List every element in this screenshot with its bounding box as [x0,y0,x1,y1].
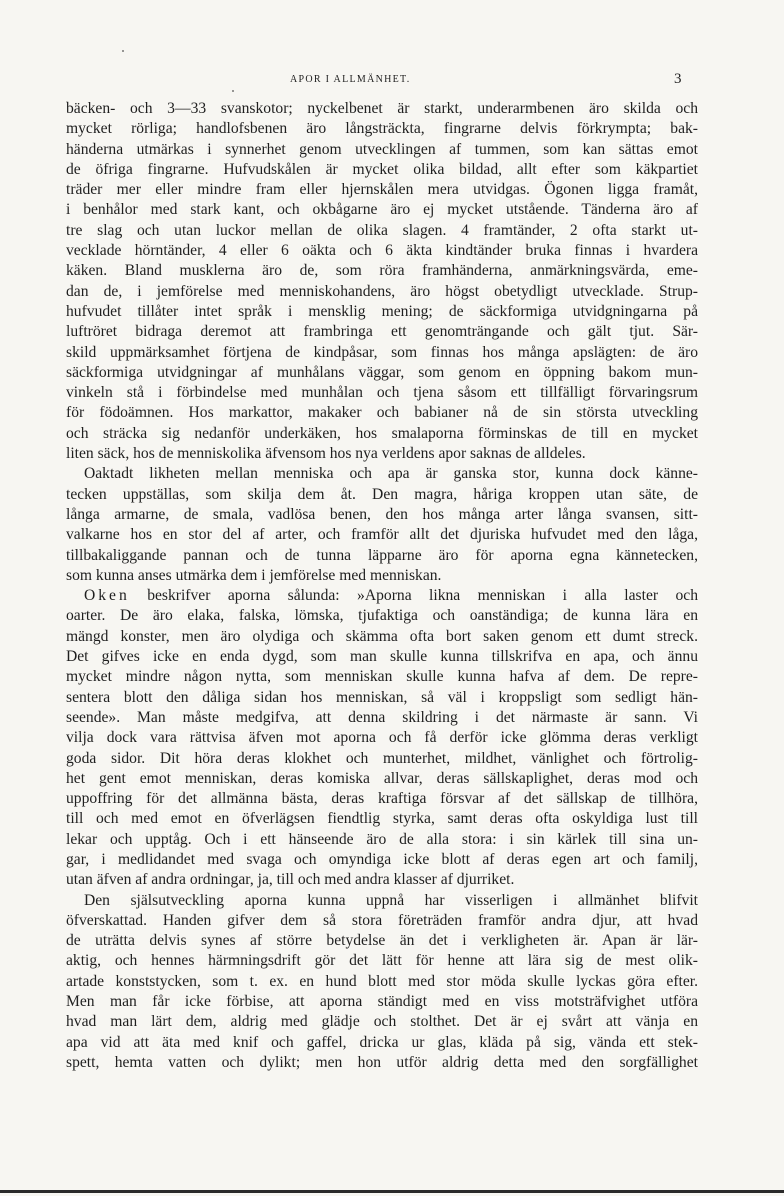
text-line: sentera blott den dåliga sidan hos menniskan, så väl i kroppsligt som sedligt hän- [66,688,698,706]
text-line: luftröret bidraga deremot att frambringa ett genomträngande och gält tjut. Sär- [66,323,698,341]
text-line: Den själsutveckling aporna kunna uppnå har visserligen i allmänhet blifvit [84,891,698,909]
text-line: bäcken- och 3—33 svanskotor; nyckelbenet är starkt, underarmbenen äro skilda och [66,100,698,117]
text-line: uppoffring för det allmänna bästa, deras kraftiga försvar af det sällskap de tillhöra, [66,790,698,808]
text-line: artade konststycken, som t. ex. en hund blott med stor möda skulle lyckas göra efter. [66,972,698,990]
text-line: Men man får icke förbise, att aporna ständigt med en viss motsträfvighet utföra [66,993,698,1011]
text-line: apa vid att äta med knif och gaffel, dricka ur glas, kläda på sig, vända ett stek- [66,1033,698,1051]
text-line: till och med emot en öfverlägsen fiendtlig styrka, samt deras ofta oskyldiga lust till [66,810,698,828]
text-line: Det gifves icke en enda dygd, som man skulle kunna tillskrifva en apa, och ännu [66,648,698,666]
text-line: de öfriga fingrarne. Hufvudskålen är mycket olika bildad, allt efter som käkpartiet [66,160,698,178]
text-line: mängd konster, men äro olydiga och skämma ofta bort saken genom ett dumt streck. [66,627,698,645]
text-line: hvad man lärt dem, aldrig med glädje och stolthet. Det är ej svårt att vänja en [66,1013,698,1031]
paragraph-4 [66,891,698,1074]
text-line: säckformiga utvidgningar af munhålans väggar, som genom en öppning bakom mun- [66,363,698,381]
text-line-rest: beskrifver aporna sålunda: »Aporna likna menniskan i alla laster och [147,587,698,605]
text-line: spett, hemta vatten och dylikt; men hon utför aldrig detta med den sorgfällighet [66,1053,698,1071]
text-line: de uträtta delvis synes af större betydelse än det i verkligheten är. Apan är lär- [66,932,698,950]
paragraph-1 [66,99,698,464]
text-line: lekar och upptåg. Och i ett hänseende äro de alla stora: i sin kärlek till sina un- [66,830,698,848]
text-line: vilja dock vara rättvisa äfven mot aporna och få derför icke glömma deras verkligt [66,729,698,747]
scan-speck [232,90,234,92]
text-line: träder mer eller mindre fram eller hjernskålen mera utvidgas. Ögonen ligga framåt, [66,181,698,199]
text-line: för födoämnen. Hos markattor, makaker och babianer nå de sin största utveckling [66,404,698,422]
text-line: mycket mindre någon nytta, som menniskan skulle kunna hafva af dem. De repre- [66,668,698,686]
body-text [66,99,698,1073]
text-line: utan äfven af andra ordningar, ja, till och med andra klasser af djurriket. [66,871,515,889]
text-line: tre slag och utan luckor mellan de olika slagen. 4 framtänder, 2 ofta starkt ut- [66,221,698,239]
text-line: seende». Man måste medgifva, att denna skildring i det närmaste är sann. Vi [66,708,698,726]
text-line: goda sidor. Dit höra deras klokhet och munterhet, mildhet, vänlighet och förtrolig- [66,749,698,767]
text-line: som kunna anses utmärka dem i jemförelse med menniskan. [66,566,442,584]
text-line: händerna utmärkas i synnerhet genom utvecklingen af tummen, som kan sättas emot [66,140,698,158]
paragraph-3 [66,586,698,890]
text-line: hufvudet tillåter intet språk i mensklig mening; de säckformiga utvidgningarna på [66,302,698,320]
text-line: Oaktadt likheten mellan menniska och apa är ganska stor, kunna dock känne- [84,465,698,483]
text-line: skild uppmärksamhet förtjena de kindpåsar, som finnas hos många apslägten: de äro [66,343,698,361]
text-line: vecklade hörntänder, 4 eller 6 oäkta och 6 äkta kindtänder bruka finnas i hvardera [66,242,698,260]
scan-speck [122,50,124,52]
text-line: liten säck, hos de menniskolika äfvensom hos nya verldens apor saknas de alldeles. [66,445,586,463]
author-name: Oken [84,587,130,605]
text-line: oarter. De äro elaka, falska, lömska, tjufaktiga och oanständiga; de kunna lära en [66,607,698,625]
running-head: APOR I ALLMÄNHET. [290,74,411,85]
scan-edge-line [0,1190,784,1193]
text-line: vinkeln stå i förbindelse med munhålan och tjena såsom ett tillfälligt förvaringsrum [66,384,698,402]
text-line: valkarne hos en stor del af arter, och framför allt det djuriska hufvudet med den låga, [66,526,698,544]
text-line: i benhålor med stark kant, och okbågarne äro ej mycket utstående. Tänderna äro af [66,201,698,219]
text-line: het gent emot menniskan, deras komiska allvar, deras sällskaplighet, deras mod och [66,769,698,787]
text-line [66,586,698,606]
text-line: käken. Bland musklerna äro de, som röra framhänderna, anmärkningsvärda, eme- [66,262,698,280]
text-line: och sträcka sig nedanför underkäken, hos smalaporna förminskas de till en mycket [66,424,698,442]
text-line: dan de, i jemförelse med menniskohandens, äro högst obetydligt utvecklade. Strup- [66,282,698,300]
text-line: tillbakaliggande pannan och de tunna läpparne äro för aporna egna kännetecken, [66,546,698,564]
paragraph-2 [66,464,698,586]
text-line: tecken uppställas, som skilja dem åt. Den magra, håriga kroppen utan säte, de [66,485,698,503]
page-number: 3 [674,71,682,87]
text-line: mycket rörliga; handlofsbenen äro långsträckta, fingrarne delvis förkrympta; bak- [66,120,698,138]
text-line: gar, i medlidandet med svaga och omyndiga icke blott af deras egen art och familj, [66,850,698,868]
text-line: långa armarne, de smala, vadlösa benen, den hos många arter långa svansen, sitt- [66,505,698,523]
text-line: aktig, och hennes härmningsdrift gör det lätt för henne att lära sig de mest olik- [66,952,698,970]
text-line: öfverskattad. Handen gifver dem så stora företräden framför andra djur, att hvad [66,911,698,929]
